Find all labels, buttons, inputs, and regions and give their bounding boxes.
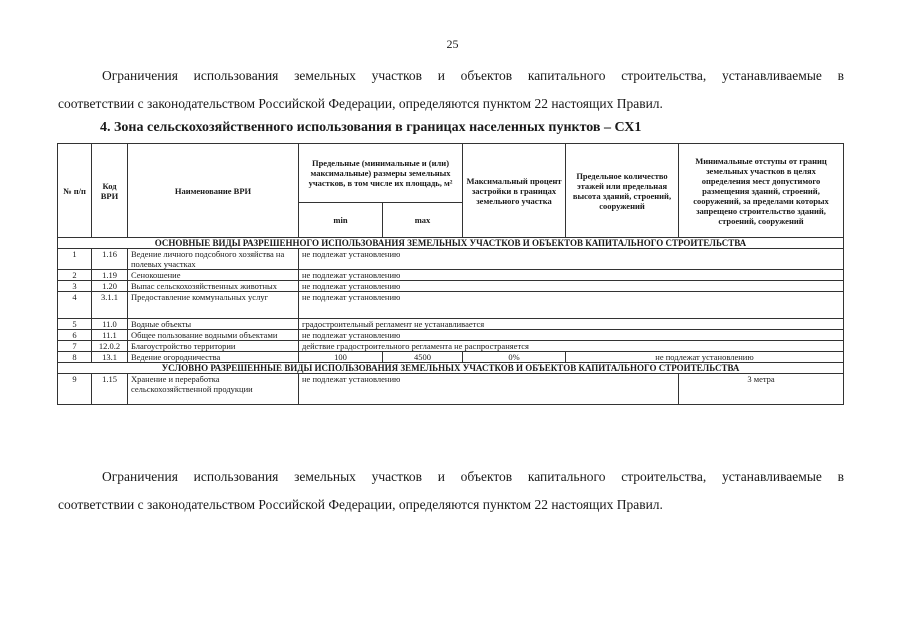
cell-name: Выпас сельскохозяйственных животных [128, 281, 299, 292]
group-conditional-heading: УСЛОВНО РАЗРЕШЕННЫЕ ВИДЫ ИСПОЛЬЗОВАНИЯ ЗЕМЕЛЬНЫХ УЧАСТКОВ И ОБЪЕКТОВ КАПИТАЛЬНОГО СТРОИТЕЛЬСТВА [58, 363, 844, 374]
group-main-heading: ОСНОВНЫЕ ВИДЫ РАЗРЕШЕННОГО ИСПОЛЬЗОВАНИЯ ЗЕМЕЛЬНЫХ УЧАСТКОВ И ОБЪЕКТОВ КАПИТАЛЬНОГО СТРОИТЕЛЬСТВА [58, 238, 844, 249]
cell-value: действие градостроительного регламента не распространяется [299, 341, 844, 352]
cell-num: 1 [58, 249, 92, 270]
page-number: 25 [446, 37, 459, 51]
cell-setback: 3 метра [679, 374, 844, 405]
cell-name: Ведение личного подсобного хозяйства на полевых участках [128, 249, 299, 270]
cell-coverage: 0% [463, 352, 566, 363]
header-code: Код ВРИ [92, 144, 128, 238]
cell-num: 2 [58, 270, 92, 281]
table-row [58, 281, 844, 292]
cell-num: 9 [58, 374, 92, 405]
cell-name: Хранение и переработка сельскохозяйственной продукции [128, 374, 299, 405]
cell-value: не подлежат установлению [299, 281, 844, 292]
cell-num: 5 [58, 319, 92, 330]
restrictions-paragraph-bottom [58, 463, 844, 519]
cell-num: 7 [58, 341, 92, 352]
paragraph-line: соответствии с законодательством Российской Федерации, определяются пунктом 22 настоящих Правил. [58, 96, 663, 111]
cell-name: Предоставление коммунальных услуг [128, 292, 299, 319]
table-row [58, 292, 844, 319]
cell-value: не подлежат установлению [299, 292, 844, 319]
cell-max: 4500 [383, 352, 463, 363]
cell-code: 11.1 [92, 330, 128, 341]
cell-name: Общее пользование водными объектами [128, 330, 299, 341]
cell-name: Водные объекты [128, 319, 299, 330]
cell-value: не подлежат установлению [299, 374, 679, 405]
cell-code: 1.20 [92, 281, 128, 292]
header-coverage: Максимальный процент застройки в границах земельного участка [463, 144, 566, 238]
header-min: min [299, 203, 383, 238]
table-row [58, 270, 844, 281]
paragraph-line: Ограничения использования земельных участков и объектов капитального строительства, устанавливаемые в [102, 469, 844, 484]
header-max: max [383, 203, 463, 238]
cell-num: 4 [58, 292, 92, 319]
cell-num: 3 [58, 281, 92, 292]
section-title: 4. Зона сельскохозяйственного использования в границах населенных пунктов – СХ1 [100, 120, 642, 135]
header-setbacks: Минимальные отступы от границ земельных участков в целях определения мест допустимого размещения зданий, строений, сооружений, за пределами которых запрещено строительство зданий, строений, сооружений [679, 144, 844, 238]
cell-code: 1.16 [92, 249, 128, 270]
cell-name: Сенокошение [128, 270, 299, 281]
header-sizes: Предельные (минимальные и (или) максимальные) размеры земельных участков, в том числе их площадь, м² [299, 144, 463, 203]
header-name: Наименование ВРИ [128, 144, 299, 238]
cell-value: не подлежат установлению [299, 270, 844, 281]
cell-name: Благоустройство территории [128, 341, 299, 352]
cell-name: Ведение огородничества [128, 352, 299, 363]
cell-code: 12.0.2 [92, 341, 128, 352]
restrictions-paragraph-top [58, 62, 844, 118]
paragraph-line: Ограничения использования земельных участков и объектов капитального строительства, устанавливаемые в [102, 68, 844, 83]
cell-code: 13.1 [92, 352, 128, 363]
cell-code: 3.1.1 [92, 292, 128, 319]
cell-value: не подлежат установлению [299, 330, 844, 341]
zoning-table [57, 143, 844, 405]
header-floors: Предельное количество этажей или предельная высота зданий, строений, сооружений [566, 144, 679, 238]
cell-value: не подлежат установлению [299, 249, 844, 270]
paragraph-line: соответствии с законодательством Российской Федерации, определяются пунктом 22 настоящих Правил. [58, 497, 663, 512]
table-row [58, 330, 844, 341]
cell-num: 8 [58, 352, 92, 363]
table-row [58, 341, 844, 352]
cell-num: 6 [58, 330, 92, 341]
cell-code: 1.19 [92, 270, 128, 281]
cell-value: градостроительный регламент не устанавливается [299, 319, 844, 330]
table-row [58, 249, 844, 270]
cell-min: 100 [299, 352, 383, 363]
table-row [58, 374, 844, 405]
header-num: № п/п [58, 144, 92, 238]
cell-code: 1.15 [92, 374, 128, 405]
cell-value: не подлежат установлению [566, 352, 844, 363]
table-row [58, 352, 844, 363]
table-row [58, 319, 844, 330]
cell-code: 11.0 [92, 319, 128, 330]
